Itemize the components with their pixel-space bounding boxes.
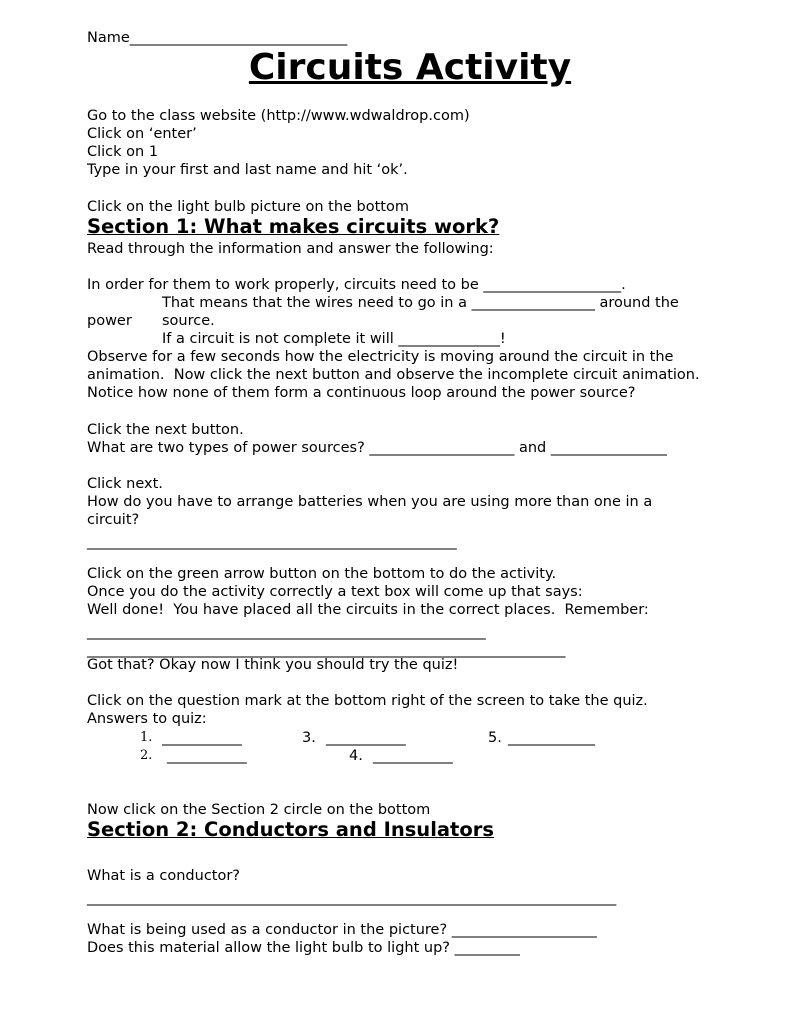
answer-line: _______________________________________________________ <box>87 624 486 640</box>
quiz-answer-blank: ___________ <box>167 748 247 764</box>
quiz-answer-blank: ___________ <box>326 730 406 746</box>
quiz-instruction: Click on the question mark at the bottom right of the screen to take the quiz. <box>87 693 648 709</box>
question-light: Does this material allow the light bulb to light up? _________ <box>87 940 520 956</box>
quiz-answer-number: 1. <box>140 730 153 745</box>
question-conductor: What is a conductor? <box>87 868 241 884</box>
intro-line-4: Type in your first and last name and hit ‘ok’. <box>87 162 408 178</box>
quiz-answer-number: 4. <box>349 748 363 764</box>
quiz-answer-number: 2. <box>140 748 153 763</box>
name-field: Name______________________________ <box>87 30 348 46</box>
bulb-instruction: Click on the light bulb picture on the bottom <box>87 199 409 215</box>
question-batteries-line-1: How do you have to arrange batteries when you are using more than one in a <box>87 494 653 510</box>
observe-line-2: animation. Now click the next button and observe the incomplete circuit animation. <box>87 367 700 383</box>
observe-line-3: Notice how none of them form a continuous loop around the power source? <box>87 385 636 401</box>
answer-line: __________________________________________________________________ <box>87 642 566 658</box>
quiz-answer-blank: ____________ <box>508 730 595 746</box>
page-title: Circuits Activity <box>248 47 572 88</box>
question-order: In order for them to work properly, circuits need to be ___________________. <box>87 277 626 293</box>
section-2-heading: Section 2: Conductors and Insulators <box>87 818 494 841</box>
question-batteries-line-2: circuit? <box>87 512 140 528</box>
click-next-line: Click next. <box>87 476 163 492</box>
observe-line-1: Observe for a few seconds how the electricity is moving around the circuit in the <box>87 349 674 365</box>
section-2-instruction: Now click on the Section 2 circle on the bottom <box>87 802 431 818</box>
section-1-heading: Section 1: What makes circuits work? <box>87 215 500 238</box>
click-next-button-line: Click the next button. <box>87 422 244 438</box>
got-that-line: Got that? Okay now I think you should try the quiz! <box>87 657 459 673</box>
question-incomplete: If a circuit is not complete it will ______________! <box>162 331 506 347</box>
question-means: That means that the wires need to go in a _________________ around the <box>162 295 679 311</box>
answer-line: ___________________________________________________ <box>87 534 457 550</box>
answers-label: Answers to quiz: <box>87 711 207 727</box>
answer-line: _________________________________________________________________________ <box>87 890 617 906</box>
intro-line-1: Go to the class website (http://www.wdwaldrop.com) <box>87 108 470 124</box>
question-picture: What is being used as a conductor in the picture? ____________________ <box>87 922 597 938</box>
section-1-read-line: Read through the information and answer the following: <box>87 241 494 257</box>
question-power-sources: What are two types of power sources? ____________________ and ________________ <box>87 440 667 456</box>
green-arrow-line-3: Well done! You have placed all the circuits in the correct places. Remember: <box>87 602 649 618</box>
question-source-word: source. <box>162 313 215 329</box>
question-power-word: power <box>87 313 132 329</box>
intro-line-3: Click on 1 <box>87 144 159 160</box>
quiz-answer-blank: ___________ <box>162 730 242 746</box>
green-arrow-line-1: Click on the green arrow button on the bottom to do the activity. <box>87 566 557 582</box>
quiz-answer-number: 5. <box>488 730 502 746</box>
green-arrow-line-2: Once you do the activity correctly a text box will come up that says: <box>87 584 583 600</box>
intro-line-2: Click on ‘enter’ <box>87 126 197 142</box>
quiz-answer-blank: ___________ <box>373 748 453 764</box>
quiz-answer-number: 3. <box>302 730 316 746</box>
